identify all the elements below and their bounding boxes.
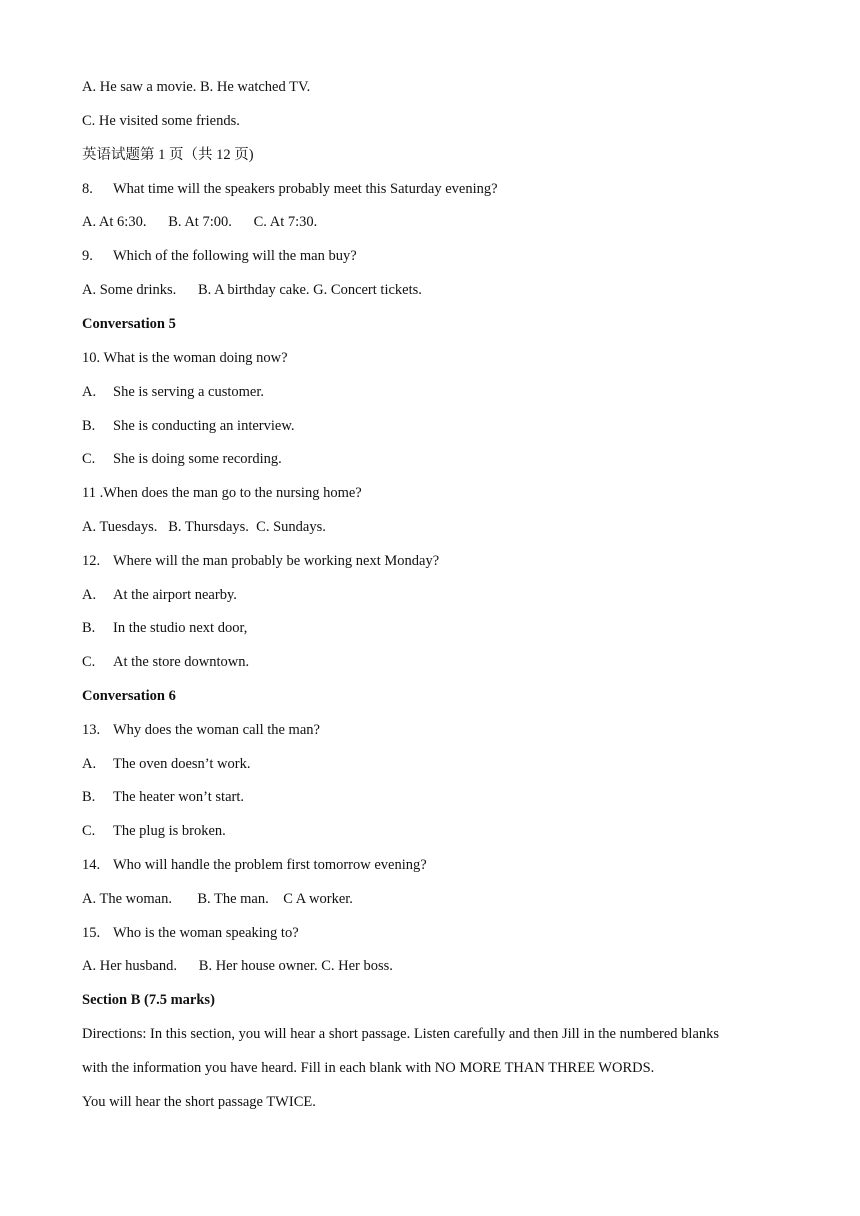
q13-option-b [82,788,244,806]
question-text: Who is the woman speaking to? [113,925,299,941]
option-letter: C. [82,654,96,670]
directions-line-2: with the information you have heard. Fill in each blank with NO MORE THAN THREE WORDS. [82,1060,655,1076]
question-11: 11 .When does the man go to the nursing home? [82,485,362,501]
option-text: At the store downtown. [113,654,250,670]
question-13 [82,721,320,739]
question-number: 15. [82,925,101,941]
option-letter: B. [82,418,96,434]
option-letter: A. [82,384,97,400]
q12-option-a [82,586,237,604]
q10-option-a [82,383,264,401]
q7-options-ab: A. He saw a movie. B. He watched TV. [82,79,311,95]
question-number: 13. [82,722,101,738]
directions-line-1: Directions: In this section, you will hear a short passage. Listen carefully and then Jill in the numbered blanks [82,1026,720,1042]
question-8 [82,180,498,198]
option-letter: B. [82,620,96,636]
question-9 [82,247,357,265]
question-number: 8. [82,181,93,197]
q11-options: A. Tuesdays. B. Thursdays. C. Sundays. [82,519,326,535]
q8-options: A. At 6:30. B. At 7:00. C. At 7:30. [82,214,318,230]
question-text: What time will the speakers probably meet this Saturday evening? [113,181,498,197]
option-text: The heater won’t start. [113,789,244,805]
q12-option-c [82,653,249,671]
q10-option-c [82,450,282,468]
q13-option-a [82,755,250,773]
option-letter: A. [82,587,97,603]
q9-options: A. Some drinks. B. A birthday cake. G. Concert tickets. [82,282,422,298]
question-text: Where will the man probably be working next Monday? [113,553,440,569]
option-text: She is serving a customer. [113,384,265,400]
question-12 [82,552,439,570]
question-14 [82,856,427,874]
option-letter: C. [82,823,96,839]
option-letter: B. [82,789,96,805]
option-text: The plug is broken. [113,823,226,839]
question-text: Why does the woman call the man? [113,722,320,738]
option-text: She is doing some recording. [113,451,282,467]
option-letter: C. [82,451,96,467]
page-footer: 英语试题第 1 页（共 12 页) [82,147,254,163]
question-10: 10. What is the woman doing now? [82,350,288,366]
q15-options: A. Her husband. B. Her house owner. C. Her boss. [82,958,393,974]
question-15 [82,924,299,942]
q10-option-b [82,417,294,435]
question-number: 14. [82,857,101,873]
option-text: In the studio next door, [113,620,248,636]
conversation-5-heading: Conversation 5 [82,316,176,332]
q7-option-c: C. He visited some friends. [82,113,240,129]
option-letter: A. [82,756,97,772]
q13-option-c [82,822,226,840]
option-text: The oven doesn’t work. [113,756,251,772]
q12-option-b [82,619,247,637]
question-number: 12. [82,553,101,569]
option-text: At the airport nearby. [113,587,237,603]
conversation-6-heading: Conversation 6 [82,688,176,704]
q14-options: A. The woman. B. The man. C A worker. [82,891,353,907]
question-text: Which of the following will the man buy? [113,248,357,264]
question-text: Who will handle the problem first tomorrow evening? [113,857,427,873]
question-number: 9. [82,248,93,264]
directions-line-3: You will hear the short passage TWICE. [82,1094,316,1110]
option-text: She is conducting an interview. [113,418,295,434]
section-b-heading: Section B (7.5 marks) [82,992,215,1008]
